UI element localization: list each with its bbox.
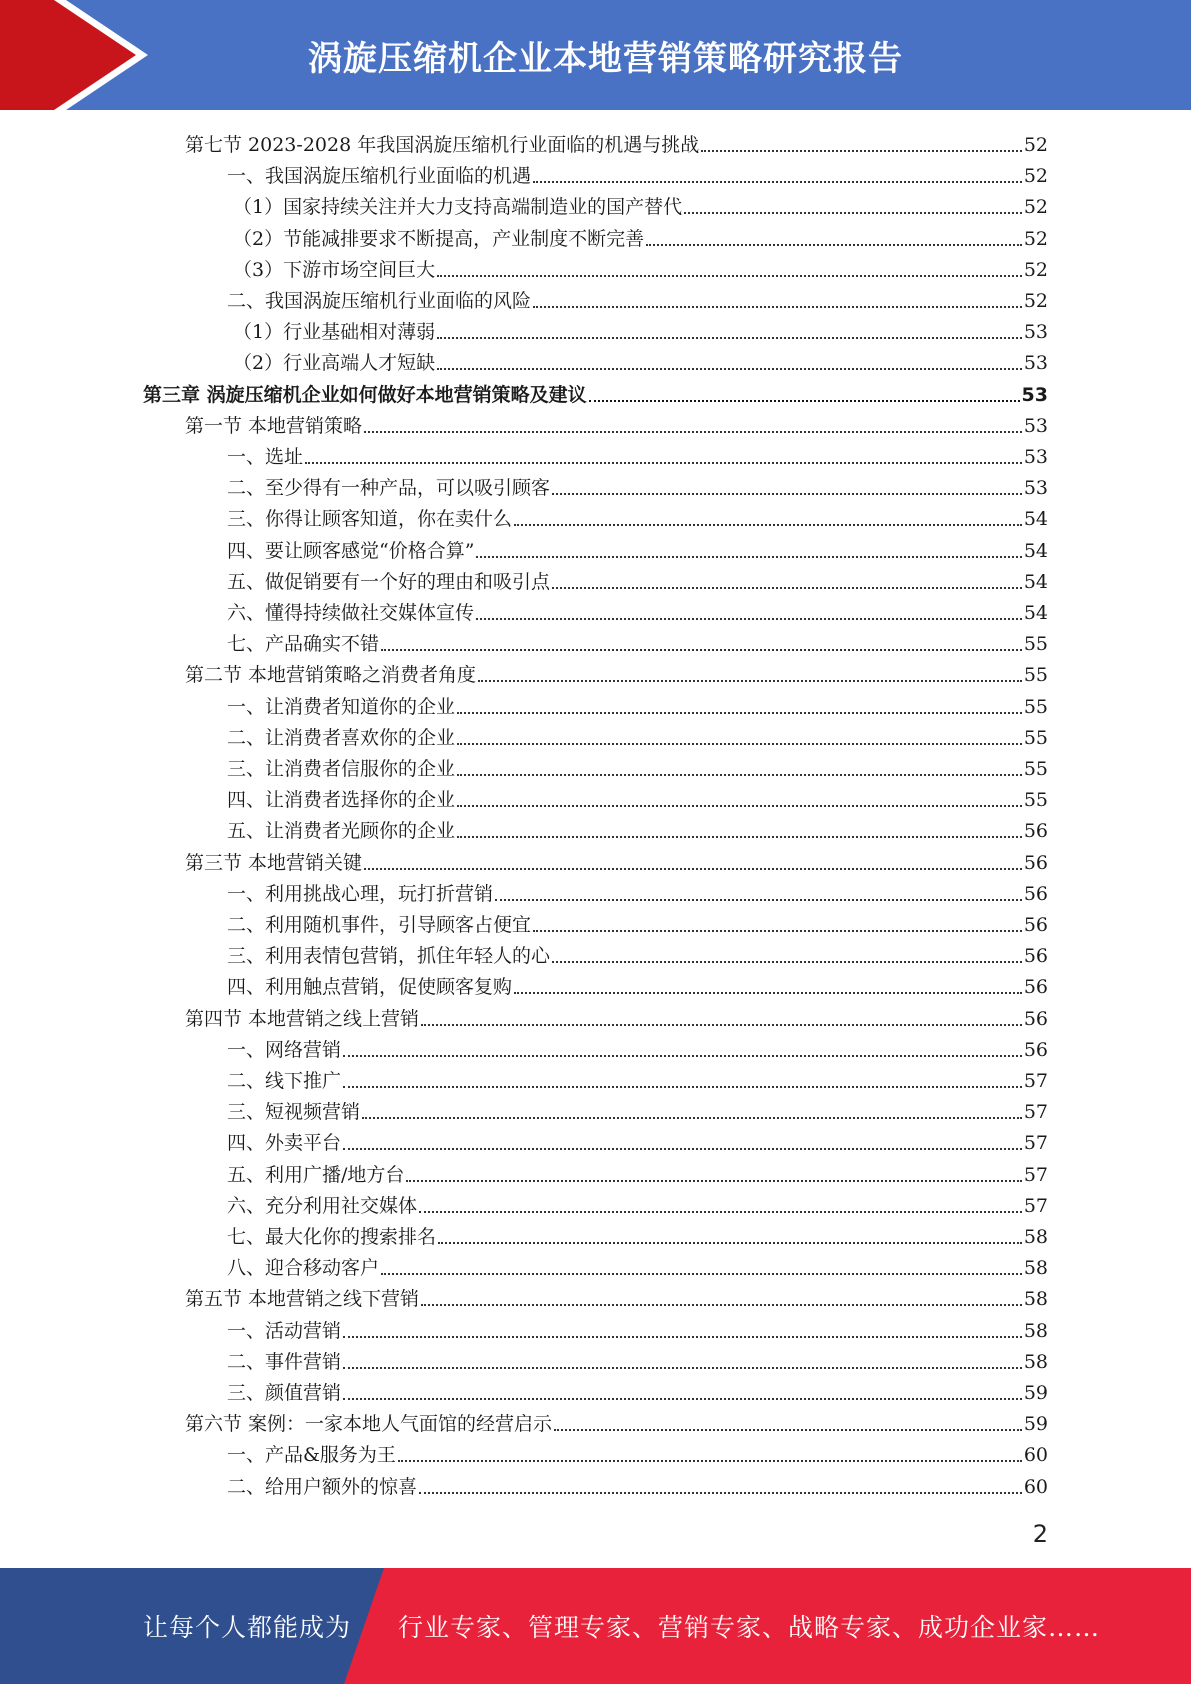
toc-entry-label: 三、让消费者信服你的企业: [227, 758, 456, 780]
toc-subsection-entry[interactable]: [227, 563, 1048, 594]
toc-section-entry[interactable]: [185, 1405, 1048, 1436]
toc-entry-page: 56: [1023, 1038, 1048, 1061]
toc-dot-leader: [438, 1241, 1022, 1244]
toc-entry-page: 56: [1023, 976, 1048, 999]
toc-subsection-entry[interactable]: [227, 875, 1048, 906]
toc-entry-page: 52: [1023, 227, 1048, 250]
toc-subsection-entry[interactable]: [227, 594, 1048, 625]
toc-entry-page: 59: [1023, 1413, 1048, 1436]
toc-entry-page: 57: [1023, 1101, 1048, 1124]
toc-entry-page: 56: [1023, 914, 1048, 936]
toc-section-entry[interactable]: [185, 844, 1048, 875]
toc-dot-leader: [421, 1023, 1022, 1026]
toc-dot-leader: [457, 773, 1022, 776]
toc-dot-leader: [381, 1272, 1022, 1275]
toc-subsection-entry[interactable]: [233, 220, 1048, 251]
toc-entry-page: 55: [1023, 726, 1048, 749]
toc-entry-page: 52: [1023, 258, 1048, 281]
toc-subsection-entry[interactable]: [233, 188, 1048, 219]
toc-entry-page: 53: [1021, 383, 1048, 406]
toc-entry-label: 四、外卖平台: [227, 1132, 342, 1155]
toc-entry-label: 四、要让顾客感觉“价格合算”: [227, 539, 475, 562]
toc-dot-leader: [343, 1147, 1022, 1150]
toc-dot-leader: [437, 367, 1022, 370]
toc-entry-page: 52: [1023, 196, 1048, 219]
toc-dot-leader: [406, 1179, 1021, 1182]
toc-entry-label: 五、利用广播/地方台: [227, 1163, 405, 1186]
toc-entry-label: 五、做促销要有一个好的理由和吸引点: [227, 570, 551, 593]
page-number: 2: [1032, 1520, 1048, 1548]
toc-entry-label: 第一节 本地营销策略: [185, 414, 363, 437]
toc-subsection-entry[interactable]: [227, 500, 1048, 531]
toc-entry-label: （3）下游市场空间巨大: [233, 258, 436, 281]
toc-subsection-entry[interactable]: [227, 1062, 1048, 1093]
toc-subsection-entry[interactable]: [227, 532, 1048, 563]
toc-entry-label: 一、让消费者知道你的企业: [227, 695, 456, 718]
toc-dot-leader: [646, 243, 1022, 246]
toc-entry-label: （2）行业高端人才短缺: [233, 352, 436, 375]
toc-entry-label: 八、迎合移动客户: [227, 1257, 380, 1280]
toc-dot-leader: [419, 1210, 1022, 1213]
toc-dot-leader: [343, 1366, 1022, 1369]
toc-entry-label: 七、最大化你的搜索排名: [227, 1226, 437, 1248]
toc-entry-label: 二、利用随机事件，引导顾客占便宜: [227, 914, 532, 936]
toc-subsection-entry[interactable]: [227, 937, 1048, 968]
toc-entry-page: 54: [1023, 539, 1048, 562]
footer-slogan-right: 行业专家、管理专家、营销专家、战略专家、成功企业家……: [398, 1613, 1101, 1642]
toc-entry-label: 七、产品确实不错: [227, 633, 380, 656]
toc-entry-label: 二、线下推广: [227, 1070, 342, 1092]
toc-subsection-entry[interactable]: [233, 251, 1048, 282]
toc-dot-leader: [514, 523, 1022, 526]
toc-subsection-entry[interactable]: [227, 1156, 1048, 1187]
toc-subsection-entry[interactable]: [227, 1249, 1048, 1280]
toc-entry-label: 一、活动营销: [227, 1319, 342, 1342]
toc-entry-page: 55: [1023, 695, 1048, 718]
toc-dot-leader: [495, 898, 1022, 901]
toc-entry-page: 53: [1023, 321, 1048, 344]
toc-entry-label: 二、至少得有一种产品，可以吸引顾客: [227, 477, 551, 500]
toc-section-entry[interactable]: [185, 656, 1048, 687]
toc-entry-page: 53: [1023, 446, 1048, 468]
toc-subsection-entry[interactable]: [227, 282, 1048, 313]
toc-dot-leader: [552, 492, 1022, 495]
footer-slogan-left: 让每个人都能成为: [143, 1613, 352, 1642]
toc-entry-label: 第七节 2023-2028 年我国涡旋压缩机行业面临的机遇与挑战: [185, 134, 700, 156]
toc-entry-label: 二、给用户额外的惊喜: [227, 1475, 418, 1498]
toc-entry-page: 58: [1023, 1288, 1048, 1311]
toc-entry-page: 58: [1023, 1257, 1048, 1280]
toc-entry-label: 一、我国涡旋压缩机行业面临的机遇: [227, 165, 532, 188]
toc-entry-page: 59: [1023, 1382, 1048, 1404]
toc-dot-leader: [457, 711, 1022, 714]
toc-entry-label: 一、网络营销: [227, 1038, 342, 1061]
toc-subsection-entry[interactable]: [227, 1312, 1048, 1343]
toc-dot-leader: [478, 679, 1022, 682]
toc-dot-leader: [343, 1335, 1022, 1338]
toc-entry-label: 第二节 本地营销策略之消费者角度: [185, 664, 477, 687]
toc-dot-leader: [381, 648, 1022, 651]
report-title: 涡旋压缩机企业本地营销策略研究报告: [308, 38, 903, 79]
toc-entry-page: 60: [1023, 1475, 1048, 1498]
toc-dot-leader: [476, 555, 1021, 558]
toc-dot-leader: [457, 835, 1022, 838]
toc-entry-label: 第三节 本地营销关键: [185, 851, 363, 874]
toc-section-entry[interactable]: [185, 407, 1048, 438]
toc-entry-page: 58: [1023, 1226, 1048, 1248]
toc-dot-leader: [533, 305, 1022, 308]
toc-subsection-entry[interactable]: [227, 1031, 1048, 1062]
toc-entry-page: 53: [1023, 477, 1048, 500]
toc-dot-leader: [554, 1428, 1022, 1431]
toc-chapter-entry[interactable]: [143, 376, 1048, 407]
toc-entry-label: 三、利用表情包营销，抓住年轻人的心: [227, 945, 551, 968]
toc-entry-label: 四、让消费者选择你的企业: [227, 789, 456, 812]
toc-entry-label: 一、产品&服务为王: [227, 1444, 396, 1467]
toc-entry-label: 第五节 本地营销之线下营销: [185, 1288, 420, 1311]
toc-entry-page: 55: [1023, 758, 1048, 780]
toc-subsection-entry[interactable]: [227, 906, 1048, 937]
toc-entry-page: 55: [1023, 664, 1048, 687]
toc-entry-label: 三、颜值营销: [227, 1382, 342, 1404]
toc-section-entry[interactable]: [185, 1280, 1048, 1311]
toc-entry-page: 53: [1023, 352, 1048, 375]
toc-entry-page: 60: [1023, 1444, 1048, 1467]
toc-section-entry[interactable]: [185, 126, 1048, 157]
toc-entry-label: （1）国家持续关注并大力支持高端制造业的国产替代: [233, 196, 683, 219]
toc-entry-page: 54: [1023, 508, 1048, 531]
toc-entry-page: 52: [1023, 134, 1048, 156]
toc-dot-leader: [533, 180, 1022, 183]
toc-entry-page: 57: [1023, 1070, 1048, 1092]
toc-dot-leader: [533, 929, 1022, 932]
toc-entry-page: 55: [1023, 789, 1048, 812]
toc-entry-page: 58: [1023, 1350, 1048, 1373]
toc-entry-label: 二、我国涡旋压缩机行业面临的风险: [227, 290, 532, 312]
toc-entry-label: 二、让消费者喜欢你的企业: [227, 726, 456, 749]
toc-entry-page: 56: [1023, 945, 1048, 968]
toc-entry-label: 第六节 案例：一家本地人气面馆的经营启示: [185, 1413, 553, 1436]
toc-subsection-entry[interactable]: [227, 1374, 1048, 1405]
toc-dot-leader: [343, 1397, 1022, 1400]
toc-subsection-entry[interactable]: [233, 313, 1048, 344]
toc-entry-label: 三、短视频营销: [227, 1101, 361, 1124]
toc-dot-leader: [514, 991, 1022, 994]
toc-subsection-entry[interactable]: [227, 688, 1048, 719]
toc-dot-leader: [305, 461, 1022, 464]
toc-subsection-entry[interactable]: [227, 812, 1048, 843]
toc-entry-label: 六、充分利用社交媒体: [227, 1194, 418, 1217]
toc-dot-leader: [437, 336, 1022, 339]
toc-subsection-entry[interactable]: [227, 157, 1048, 188]
toc-entry-page: 57: [1023, 1163, 1048, 1186]
toc-dot-leader: [364, 430, 1022, 433]
toc-subsection-entry[interactable]: [227, 1124, 1048, 1155]
toc-entry-page: 52: [1023, 165, 1048, 188]
toc-dot-leader: [419, 1491, 1022, 1494]
toc-dot-leader: [437, 274, 1022, 277]
toc-dot-leader: [589, 399, 1020, 402]
toc-entry-label: （1）行业基础相对薄弱: [233, 321, 436, 344]
toc-subsection-entry[interactable]: [227, 1218, 1048, 1249]
toc-dot-leader: [701, 149, 1022, 152]
toc-entry-page: 56: [1023, 1007, 1048, 1030]
toc-dot-leader: [552, 960, 1022, 963]
toc-entry-label: 二、事件营销: [227, 1350, 342, 1373]
toc-entry-label: 第三章 涡旋压缩机企业如何做好本地营销策略及建议: [143, 383, 587, 406]
toc-dot-leader: [457, 804, 1022, 807]
toc-entry-label: （2）节能减排要求不断提高，产业制度不断完善: [233, 227, 645, 250]
toc-subsection-entry[interactable]: [227, 719, 1048, 750]
toc-entry-label: 六、懂得持续做社交媒体宣传: [227, 602, 475, 624]
toc-subsection-entry[interactable]: [227, 1468, 1048, 1499]
toc-subsection-entry[interactable]: [227, 469, 1048, 500]
toc-dot-leader: [362, 1116, 1022, 1119]
toc-dot-leader: [421, 1303, 1022, 1306]
toc-entry-page: 55: [1023, 633, 1048, 656]
toc-entry-page: 57: [1023, 1132, 1048, 1155]
toc-subsection-entry[interactable]: [227, 781, 1048, 812]
toc-entry-page: 56: [1023, 820, 1048, 843]
toc-entry-label: 三、你得让顾客知道，你在卖什么: [227, 508, 513, 531]
toc-entry-page: 58: [1023, 1319, 1048, 1342]
toc-entry-page: 52: [1023, 290, 1048, 312]
toc-section-entry[interactable]: [185, 1000, 1048, 1031]
toc-entry-label: 一、利用挑战心理，玩打折营销: [227, 882, 494, 905]
toc-dot-leader: [684, 211, 1022, 214]
toc-dot-leader: [552, 586, 1022, 589]
toc-entry-label: 一、选址: [227, 446, 304, 468]
toc-entry-label: 四、利用触点营销，促使顾客复购: [227, 976, 513, 999]
toc-subsection-entry[interactable]: [233, 344, 1048, 375]
toc-dot-leader: [476, 617, 1022, 620]
toc-subsection-entry[interactable]: [227, 1093, 1048, 1124]
toc-dot-leader: [343, 1054, 1022, 1057]
toc-entry-page: 54: [1023, 602, 1048, 624]
toc-dot-leader: [343, 1085, 1022, 1088]
toc-entry-label: 五、让消费者光顾你的企业: [227, 820, 456, 843]
toc-entry-page: 56: [1023, 851, 1048, 874]
toc-subsection-entry[interactable]: [227, 1436, 1048, 1467]
toc-subsection-entry[interactable]: [227, 438, 1048, 469]
toc-subsection-entry[interactable]: [227, 968, 1048, 999]
toc-subsection-entry[interactable]: [227, 1343, 1048, 1374]
toc-entry-page: 56: [1023, 882, 1048, 905]
toc-dot-leader: [457, 742, 1022, 745]
toc-subsection-entry[interactable]: [227, 1187, 1048, 1218]
toc-entry-page: 53: [1023, 414, 1048, 437]
toc-subsection-entry[interactable]: [227, 750, 1048, 781]
toc-entry-label: 第四节 本地营销之线上营销: [185, 1007, 420, 1030]
toc-entry-page: 57: [1023, 1194, 1048, 1217]
toc-dot-leader: [398, 1459, 1022, 1462]
toc-subsection-entry[interactable]: [227, 625, 1048, 656]
toc-dot-leader: [364, 867, 1022, 870]
toc-entry-page: 54: [1023, 570, 1048, 593]
